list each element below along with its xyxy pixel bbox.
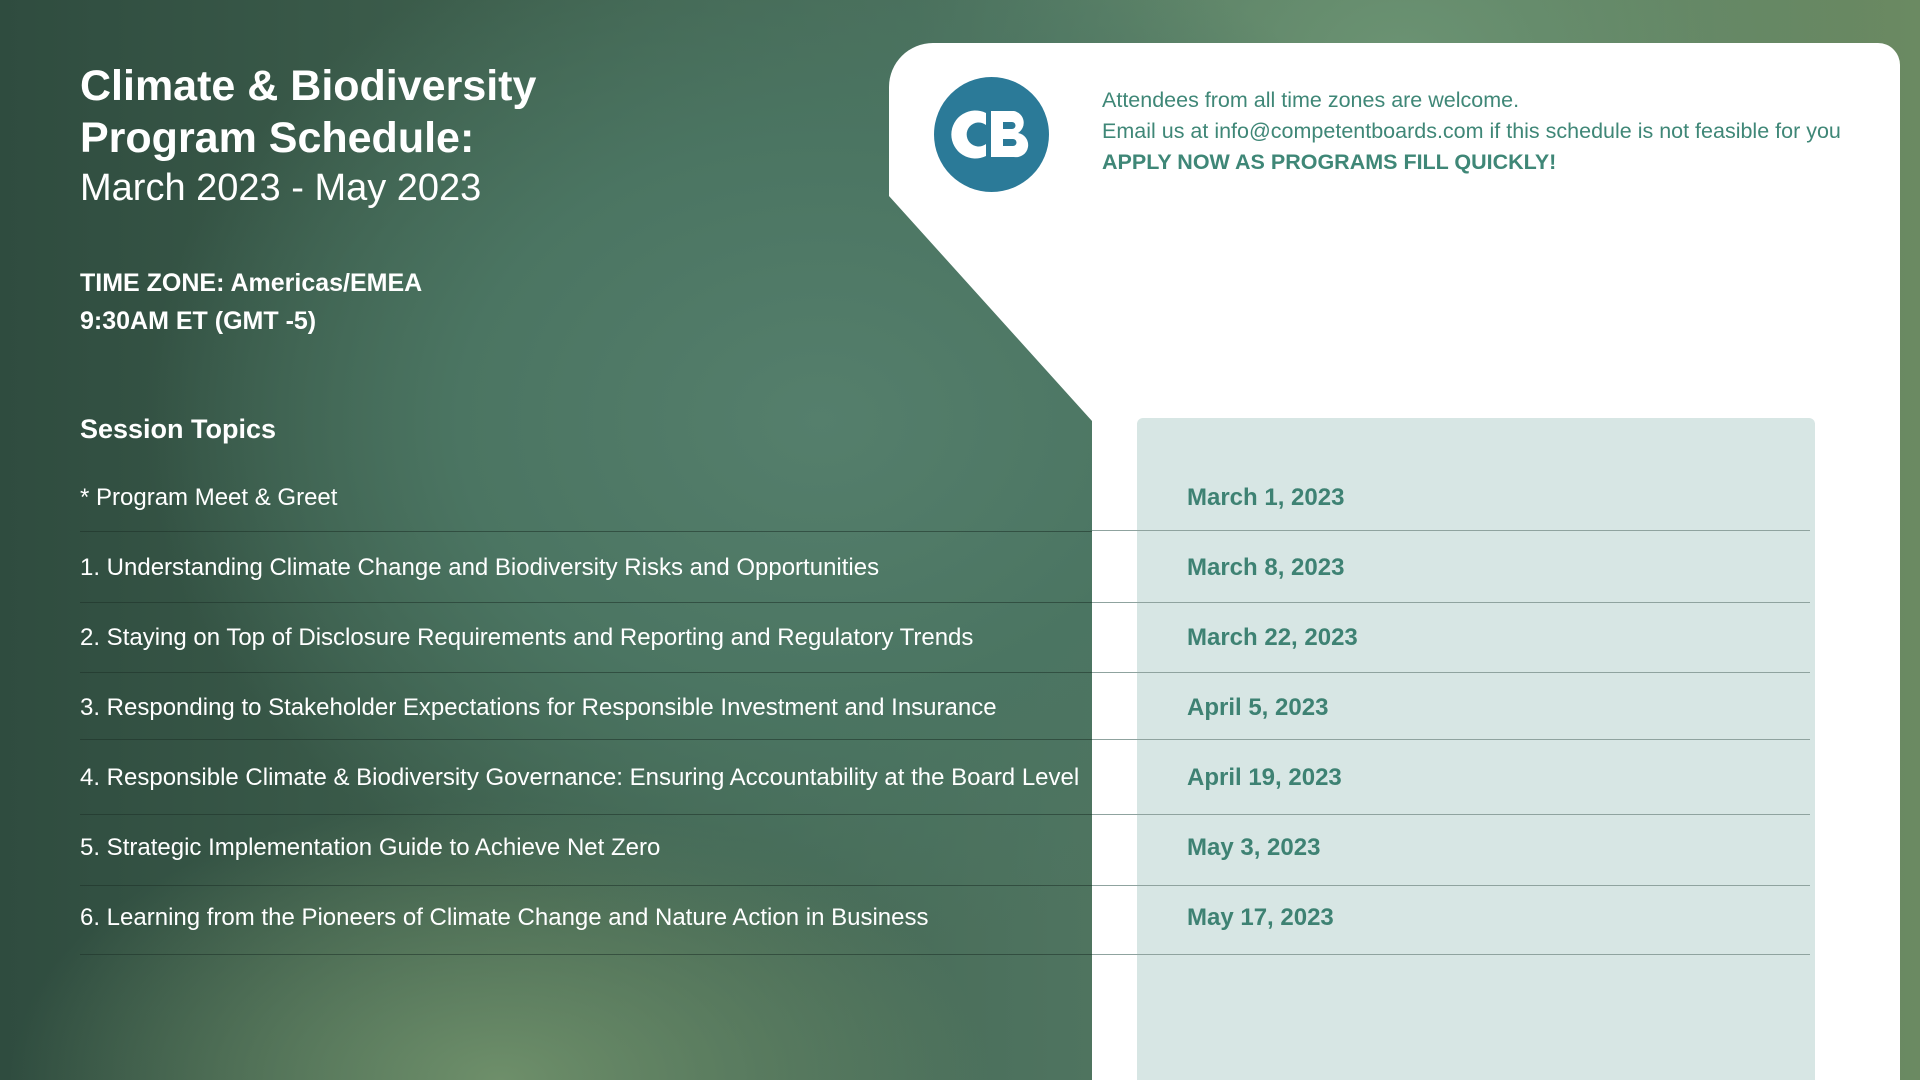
session-date: March 8, 2023 bbox=[1187, 554, 1345, 581]
session-date: March 1, 2023 bbox=[1187, 484, 1345, 511]
row-divider bbox=[1092, 530, 1810, 531]
session-topic: 5. Strategic Implementation Guide to Achieve Net Zero bbox=[80, 834, 661, 861]
session-topics-heading: Session Topics bbox=[80, 414, 277, 444]
page-title bbox=[80, 60, 536, 213]
row-divider bbox=[80, 672, 1092, 673]
session-date: April 19, 2023 bbox=[1187, 764, 1342, 791]
info-email: Email us at info@competentboards.com if this schedule is not feasible for you bbox=[1102, 119, 1841, 143]
session-topic: 6. Learning from the Pioneers of Climate Change and Nature Action in Business bbox=[80, 904, 929, 931]
timezone-label: TIME ZONE: Americas/EMEA bbox=[80, 269, 423, 297]
session-date: March 22, 2023 bbox=[1187, 624, 1358, 651]
session-date: April 5, 2023 bbox=[1187, 694, 1329, 721]
dates-column-panel bbox=[1137, 418, 1815, 1080]
session-topic: 3. Responding to Stakeholder Expectations for Responsible Investment and Insurance bbox=[80, 694, 997, 721]
row-divider bbox=[1092, 814, 1810, 815]
session-topic: 1. Understanding Climate Change and Biodiversity Risks and Opportunities bbox=[80, 554, 880, 581]
title-line-1: Climate & Biodiversity bbox=[80, 62, 537, 110]
row-divider bbox=[1092, 954, 1810, 955]
session-topic: 4. Responsible Climate & Biodiversity Governance: Ensuring Accountability at the Board Level bbox=[80, 764, 1080, 791]
row-divider bbox=[80, 739, 1092, 740]
session-topic: 2. Staying on Top of Disclosure Requirements and Reporting and Regulatory Trends bbox=[80, 624, 974, 651]
row-divider bbox=[80, 602, 1092, 603]
row-divider bbox=[80, 531, 1092, 532]
apply-now-cta: APPLY NOW AS PROGRAMS FILL QUICKLY! bbox=[1102, 150, 1557, 174]
row-divider bbox=[80, 814, 1092, 815]
info-block bbox=[1102, 85, 1841, 178]
session-date: May 3, 2023 bbox=[1187, 834, 1321, 861]
date-range: March 2023 - May 2023 bbox=[80, 167, 482, 209]
cb-logo-icon bbox=[934, 77, 1049, 192]
info-welcome: Attendees from all time zones are welcome. bbox=[1102, 88, 1520, 112]
row-divider bbox=[1092, 602, 1810, 603]
row-divider bbox=[80, 954, 1092, 955]
timezone-block bbox=[80, 264, 422, 340]
row-divider bbox=[80, 885, 1092, 886]
timezone-time: 9:30AM ET (GMT -5) bbox=[80, 307, 317, 335]
row-divider bbox=[1092, 672, 1810, 673]
session-topic: * Program Meet & Greet bbox=[80, 484, 338, 511]
row-divider bbox=[1092, 885, 1810, 886]
session-date: May 17, 2023 bbox=[1187, 904, 1334, 931]
title-line-2: Program Schedule: bbox=[80, 114, 475, 162]
row-divider bbox=[1092, 739, 1810, 740]
